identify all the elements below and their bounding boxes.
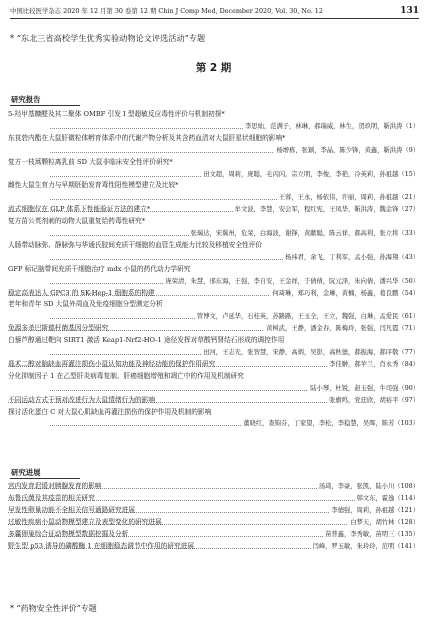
- toc-entry[interactable]: [8, 109, 419, 120]
- toc-entry[interactable]: [8, 505, 419, 516]
- article-title: 宫内发育迟缓对胰腺发育的影响: [8, 482, 102, 490]
- article-title: 雌性大鼠生育力与早期胚胎发育毒性阳性模型建立及比较*: [8, 181, 179, 190]
- article-authors-page: 李佳翀，郝苹兰，肖永秀（84）: [329, 360, 419, 368]
- toc-entry[interactable]: [8, 529, 419, 540]
- article-title: 兔源多杀巴斯德杆菌基因分型研究: [8, 324, 109, 333]
- article-authors-page: 李德强，周莉，孙祖越（121）: [331, 506, 419, 514]
- article-authors-page: 李思灿，范满子，林琳，郝瑞威，林生，贺玖明，靳洪涛（1）: [244, 122, 419, 130]
- toc-entry[interactable]: [8, 216, 419, 227]
- toc-entry[interactable]: [8, 481, 419, 492]
- article-title: 稳定高表达人 GPC3 的 SK-Hep-1 细胞系的构建: [8, 288, 155, 297]
- topic-banner: * “东北三省高校学生优秀实验动物论文评选活动”专题: [10, 33, 206, 43]
- toc-entry[interactable]: [50, 418, 419, 429]
- toc-entry[interactable]: [50, 121, 419, 132]
- page-number: 131: [400, 6, 419, 16]
- article-title: 探讨活化蛋白 C 对大鼠心肌缺血再灌注损伤的保护作用及机制的影响: [8, 407, 212, 416]
- article-title: 早发性卵巢功能不全相关信号通路研究进展: [8, 505, 136, 514]
- article-title: 老年和青年 SD 大鼠外周血及免疫细胞分型测定分析: [8, 300, 163, 309]
- article-title: 复方苗公英剂刺的动物大鼠重复给药毒性研究*: [8, 217, 146, 226]
- toc-entry[interactable]: [8, 371, 419, 382]
- article-authors-page: 苗普鑫，李秀敏，苗明三（135）: [325, 530, 419, 538]
- toc-entry[interactable]: [50, 347, 419, 358]
- article-authors-page: 张瑞达，宋翼州，危荣，白海波，谢锋，黄献聪，陈云祥，郝高利，张立将（33）: [190, 230, 419, 237]
- toc-entry[interactable]: [50, 192, 419, 203]
- article-title: 野生型 p53 诱导的磷酸酶 1 在细胞稳态调节中作用的研究进展: [8, 541, 195, 550]
- article-title: 5-羟甲基糠醛及其二聚体 OMBF 引发 I 型超敏反应毒性评价与机制初探*: [8, 110, 225, 118]
- article-authors-page: 黄树武，王静，潘金春，陈梅玲，张强，闫凡霞（71）: [266, 325, 419, 333]
- toc-entry[interactable]: [50, 383, 419, 394]
- article-title: 流式细胞仪在 GLP 体系下性能验证方法的建立*: [8, 205, 151, 214]
- toc-entry[interactable]: [8, 323, 419, 334]
- toc-entry[interactable]: [8, 541, 419, 552]
- toc-entry[interactable]: [8, 240, 419, 251]
- toc-entry[interactable]: [8, 288, 419, 299]
- article-authors-page: 管博文，卢延华，石桂英，苏路路，王玉全，王立，魏强，白琳，孟爱民（61）: [196, 313, 419, 321]
- article-authors-page: 白梦天，胡竹林（128）: [350, 518, 419, 526]
- toc-entry[interactable]: [8, 395, 419, 406]
- toc-entry[interactable]: [50, 228, 419, 239]
- article-title: GFP 标记脑带间充质干细胞治疗 mdx 小鼠的药代动力学研究: [8, 264, 191, 273]
- article-authors-page: 韩文东，霍逸（114）: [356, 494, 419, 502]
- article-authors-page: 牟文波，李慧，安会军，程红宪，王凤华，靳洪涛，魏金锋（27）: [234, 206, 419, 214]
- article-authors-page: 田文超，周莉，庞聪，毛闪闪，宗立明，李俊，李艳，冷英莉，孙祖越（15）: [203, 170, 419, 178]
- toc-entry[interactable]: [50, 169, 419, 180]
- article-title: 多囊卵巢综合征动物模型数据挖掘及分析: [8, 529, 129, 538]
- journal-citation: 中国比较医学杂志 2020 年 12 月第 30 卷第 12 期 Chin J Comp Med, December 2020, Vol. 30, No. 12: [10, 7, 323, 15]
- section-label: 研究报告: [11, 95, 41, 104]
- running-header: [10, 5, 419, 19]
- toc-entry[interactable]: [8, 157, 419, 168]
- article-authors-page: 田河，王志光，张智慧，宋静，高炳，吴影，高秋德，郝振海，郝序敬（77）: [203, 349, 419, 356]
- section-label: 研究进展: [11, 468, 41, 477]
- toc-entry[interactable]: [8, 335, 419, 346]
- article-title: 分化抑制因子 1 在乙型肝炎病毒复制、肝癌细胞增殖和凋亡中的作用及机制研究: [8, 371, 244, 380]
- article-authors-page: 张旗鸣，党廷欣，胡裕平（97）: [329, 396, 419, 404]
- toc-entry[interactable]: [8, 493, 419, 504]
- article-authors-page: 王蓉，王永，杨依伟，许丽，周莉，孙祖越（21）: [278, 194, 419, 202]
- toc-entry[interactable]: [8, 407, 419, 418]
- toc-entry[interactable]: [8, 133, 419, 144]
- article-authors-page: 何琦琳，郑巧利，金琳，黄楠，杨鑫，葛良鹏（54）: [272, 289, 419, 297]
- article-title: 复方一枝蒿颗粒离乳前 SD 大鼠非临床安全性评价研究*: [8, 157, 173, 166]
- article-authors-page: 杨增栋，张颖，李晶，陈少锋，黄鑫，靳洪涛（9）: [276, 146, 419, 154]
- article-title: 东莨菪内酯在大鼠肝微粒体孵育体系中的代谢产物分析及其含药血清对大鼠肝星状细胞的影响*: [8, 133, 286, 142]
- article-authors-page: 汤琦，李豪，张凯，陆小川（108）: [318, 483, 419, 490]
- section-heading-research-reports: [10, 95, 80, 105]
- section-heading-reviews: [10, 468, 80, 478]
- toc-entry[interactable]: [8, 359, 419, 370]
- article-title: 布鲁氏菌及其疫苗的相关研究: [8, 493, 95, 502]
- article-authors-page: 闫峰，罗玉敏，朱玲玲，范明（141）: [312, 542, 419, 550]
- toc-entry[interactable]: [8, 180, 419, 191]
- article-title: 过敏性疾病小鼠动物模型建立及表型变化的研究进展: [8, 517, 162, 526]
- article-title: 栽术二醇对脑缺血再灌注损伤小鼠认知功能及神经功能的保护作用研究: [8, 359, 216, 368]
- issue-title: 第 2 期: [195, 62, 232, 74]
- article-authors-page: 庞荣清，朱慧，邢东海，王强，李自安，王金祥，于倩倩，阮元泽，朱向倩，潘兴华（50）: [165, 277, 419, 285]
- toc-entry[interactable]: [8, 204, 419, 215]
- article-authors-page: 董晓红，查锦芬，丁家望，李松，李稳慧，吴晖，陈芳（103）: [243, 420, 419, 428]
- toc-entry[interactable]: [50, 145, 419, 156]
- article-title: 不同运动方式干预对改进行为大鼠情绪行为的影响: [8, 395, 156, 404]
- article-title: 人肠带动脉弥、静脉弥与华通氏胶间充质干细胞的血管生成能力比较及移植安全性评价: [8, 240, 263, 249]
- article-authors-page: 杨祎君，余飞，丁利军，孟小强，孙海翔（43）: [285, 253, 419, 261]
- toc-entry[interactable]: [8, 264, 419, 275]
- toc-entry[interactable]: [8, 299, 419, 310]
- article-title: 白藜芦醇通过靶向 SIRT1 激活 Keap1-Nrf2-HO-1 途径发挥对草酸钙肾结石形成的调控作用: [8, 336, 285, 345]
- toc-entry[interactable]: [50, 276, 419, 287]
- article-authors-page: 陆小琴，杜锐，赵玉强，牛司强（90）: [310, 384, 419, 392]
- toc-entry[interactable]: [50, 311, 419, 322]
- footer-topic-note: * “药物安全性评价”专题: [10, 604, 97, 613]
- toc-entry[interactable]: [50, 252, 419, 263]
- toc-entry[interactable]: [8, 517, 419, 528]
